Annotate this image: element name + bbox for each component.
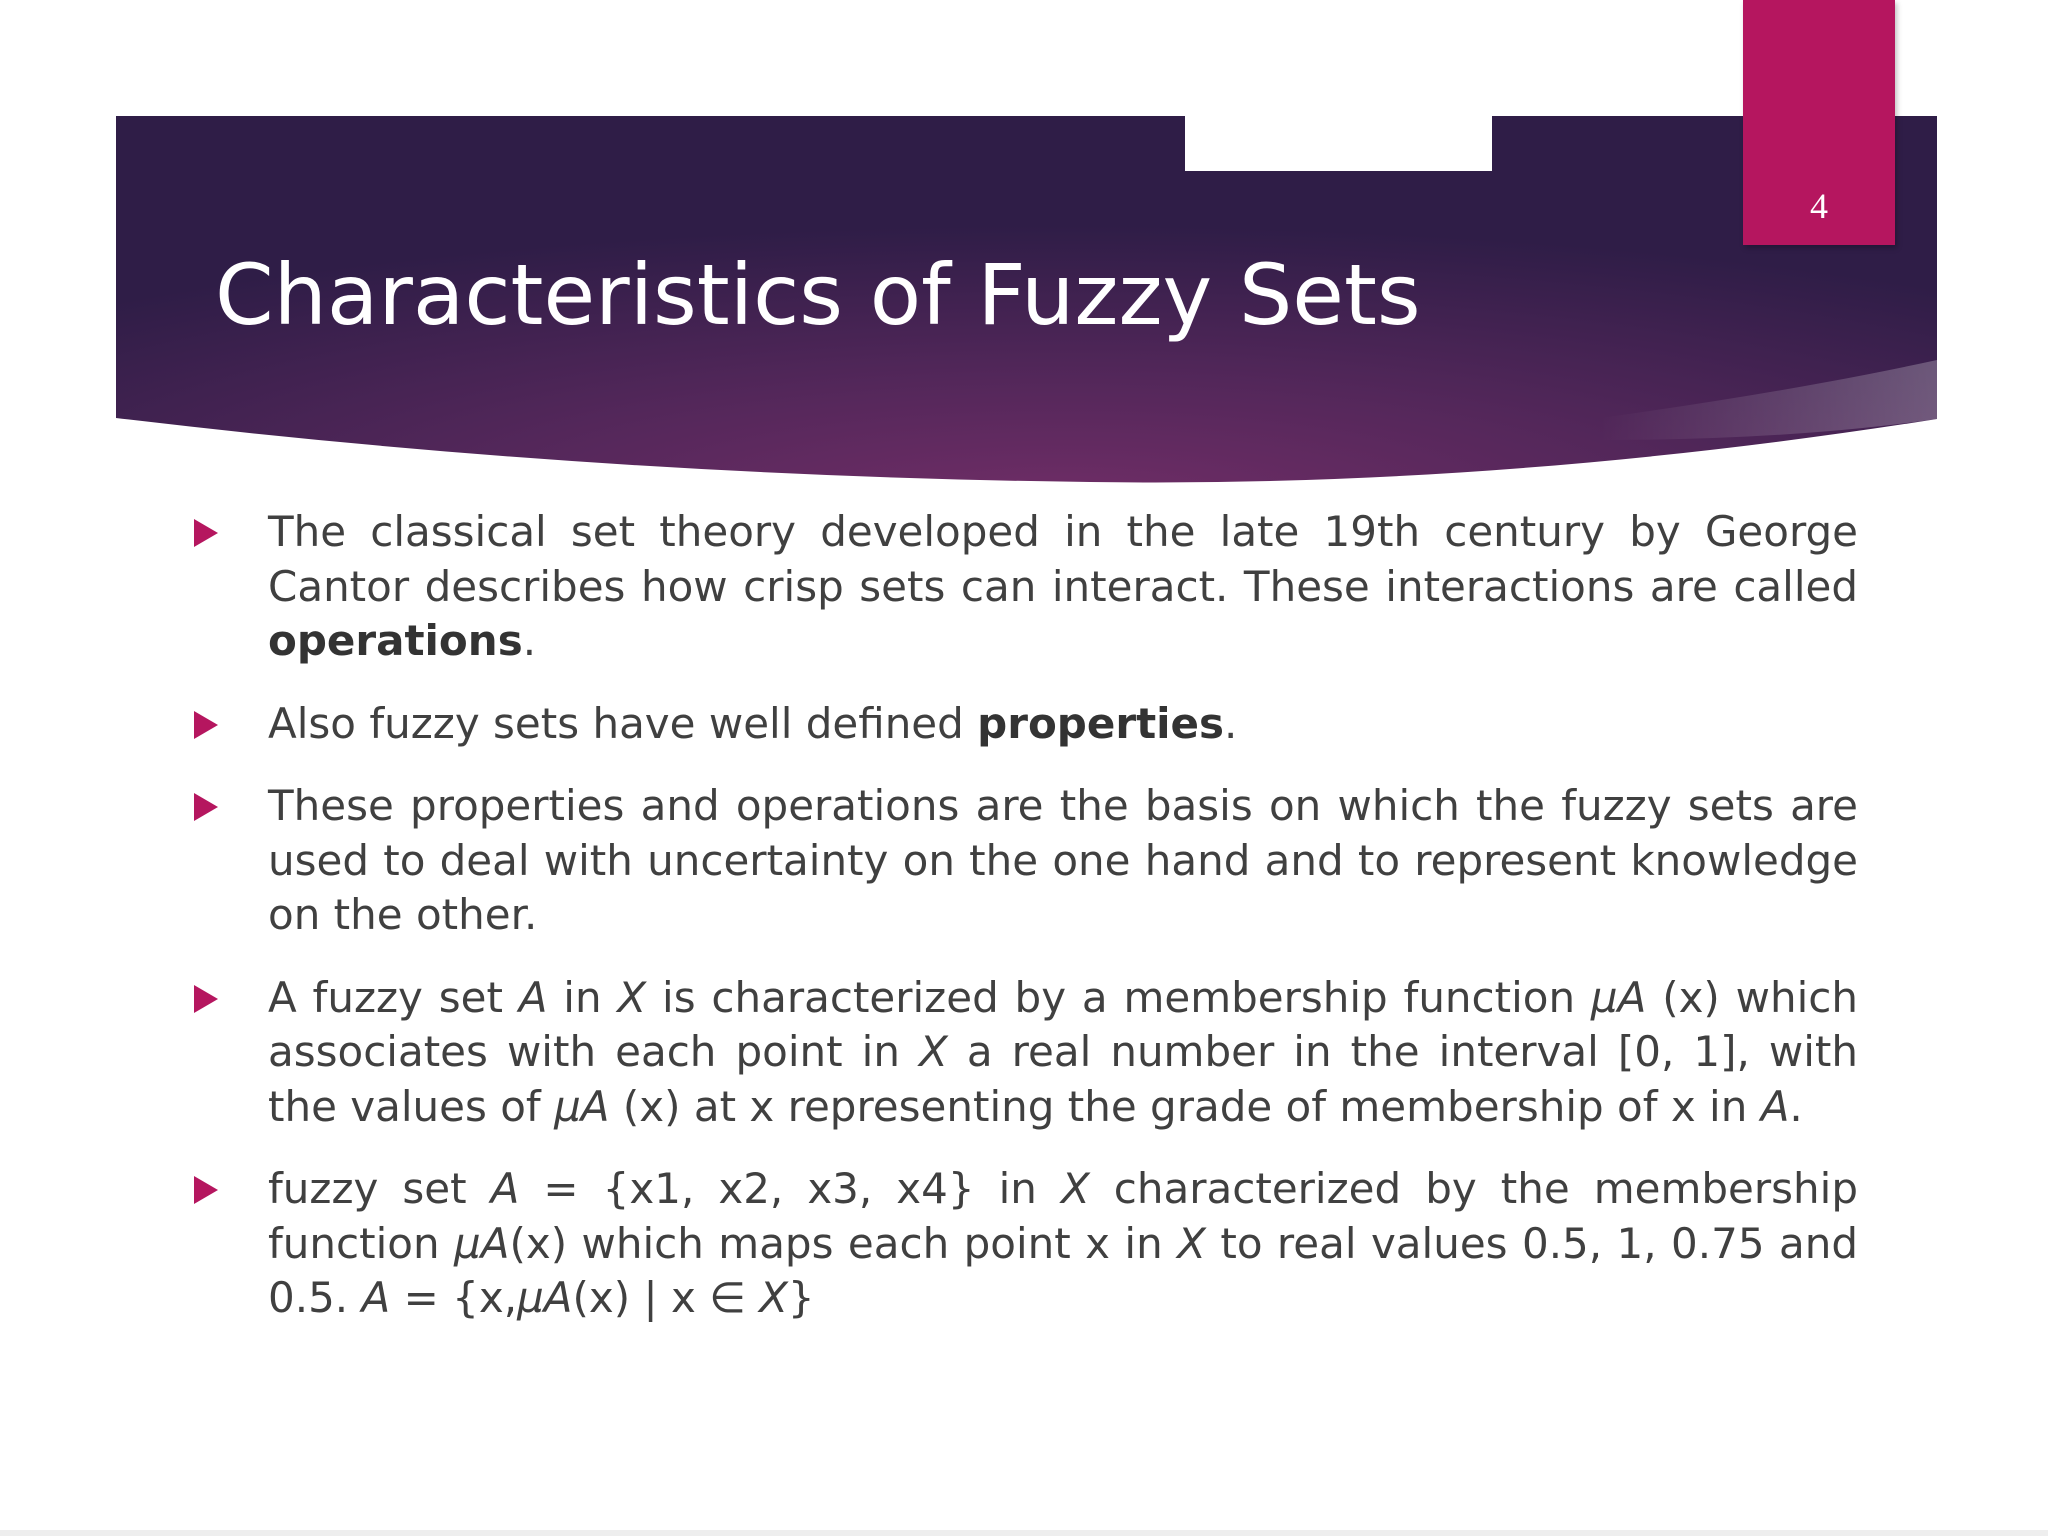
triangle-right-icon xyxy=(194,711,218,739)
math-symbol: μA xyxy=(554,1081,610,1131)
text-run: (x) which maps each point x in xyxy=(509,1218,1178,1268)
text-run: to real values 0.5, 1, 0.75 and 0.5. xyxy=(268,1218,1859,1322)
math-symbol: μA xyxy=(517,1273,573,1322)
text-run: (x) which associates with each point in xyxy=(268,972,1858,1076)
text-run: = {x, xyxy=(390,1273,518,1322)
bullet-item xyxy=(178,779,1858,943)
math-symbol: A xyxy=(490,1164,520,1213)
text-run: } xyxy=(787,1273,815,1322)
bullet-item xyxy=(178,971,1858,1135)
text-run: A fuzzy set xyxy=(268,972,519,1022)
bold-term: operations xyxy=(268,616,523,665)
text-run: characterized by the membership function xyxy=(268,1164,1858,1268)
math-symbol: A xyxy=(1760,1081,1790,1131)
math-symbol: X xyxy=(617,972,647,1022)
bullet-item xyxy=(178,505,1858,669)
math-symbol: X xyxy=(1177,1218,1206,1268)
bullet-item xyxy=(178,697,1858,752)
triangle-right-icon xyxy=(194,1176,218,1204)
bullet-text xyxy=(268,1162,1858,1326)
bullet-text xyxy=(268,779,1858,943)
bullet-text xyxy=(268,697,1858,752)
math-symbol: X xyxy=(919,1027,948,1076)
text-run: fuzzy set xyxy=(268,1164,491,1213)
math-symbol: X xyxy=(759,1273,788,1322)
bullet-text xyxy=(268,505,1858,669)
text-run: in xyxy=(547,972,618,1022)
text-run: These properties and operations are the basis on which the fuzzy sets are used to deal with uncertainty on the one hand and to represent knowledge on the other. xyxy=(268,781,1858,939)
bottom-rule xyxy=(0,1530,2048,1536)
math-symbol: μA xyxy=(454,1218,510,1268)
text-run: . xyxy=(1789,1081,1803,1131)
triangle-right-icon xyxy=(194,793,218,821)
text-run: . xyxy=(522,616,537,665)
text-run: (x) | x ∈ xyxy=(572,1273,760,1322)
text-run: . xyxy=(1224,698,1238,748)
text-run: (x) at x representing the grade of membership of x in xyxy=(609,1081,1761,1131)
text-run: a real number in the interval [0, 1], with the values of xyxy=(268,1027,1859,1131)
text-run: = {x1, x2, x3, x4} in xyxy=(519,1164,1061,1213)
math-symbol: μA xyxy=(1590,972,1647,1022)
triangle-right-icon xyxy=(194,519,218,547)
text-run: is characterized by a membership function xyxy=(646,972,1591,1022)
slide-title: Characteristics of Fuzzy Sets xyxy=(215,246,1421,344)
math-symbol: A xyxy=(518,972,548,1022)
triangle-right-icon xyxy=(194,985,218,1013)
math-symbol: X xyxy=(1060,1164,1090,1213)
text-run: Also fuzzy sets have well defined xyxy=(268,698,978,748)
bold-term: properties xyxy=(977,698,1225,748)
page-number: 4 xyxy=(1810,186,1828,226)
text-run: The classical set theory developed in the late 19th century by George Cantor describes how crisp sets can interact. These interactions are called xyxy=(268,507,1858,611)
math-symbol: A xyxy=(361,1273,391,1322)
bullet-text xyxy=(268,971,1858,1135)
bullet-list xyxy=(178,505,1858,1354)
bullet-item xyxy=(178,1162,1858,1326)
